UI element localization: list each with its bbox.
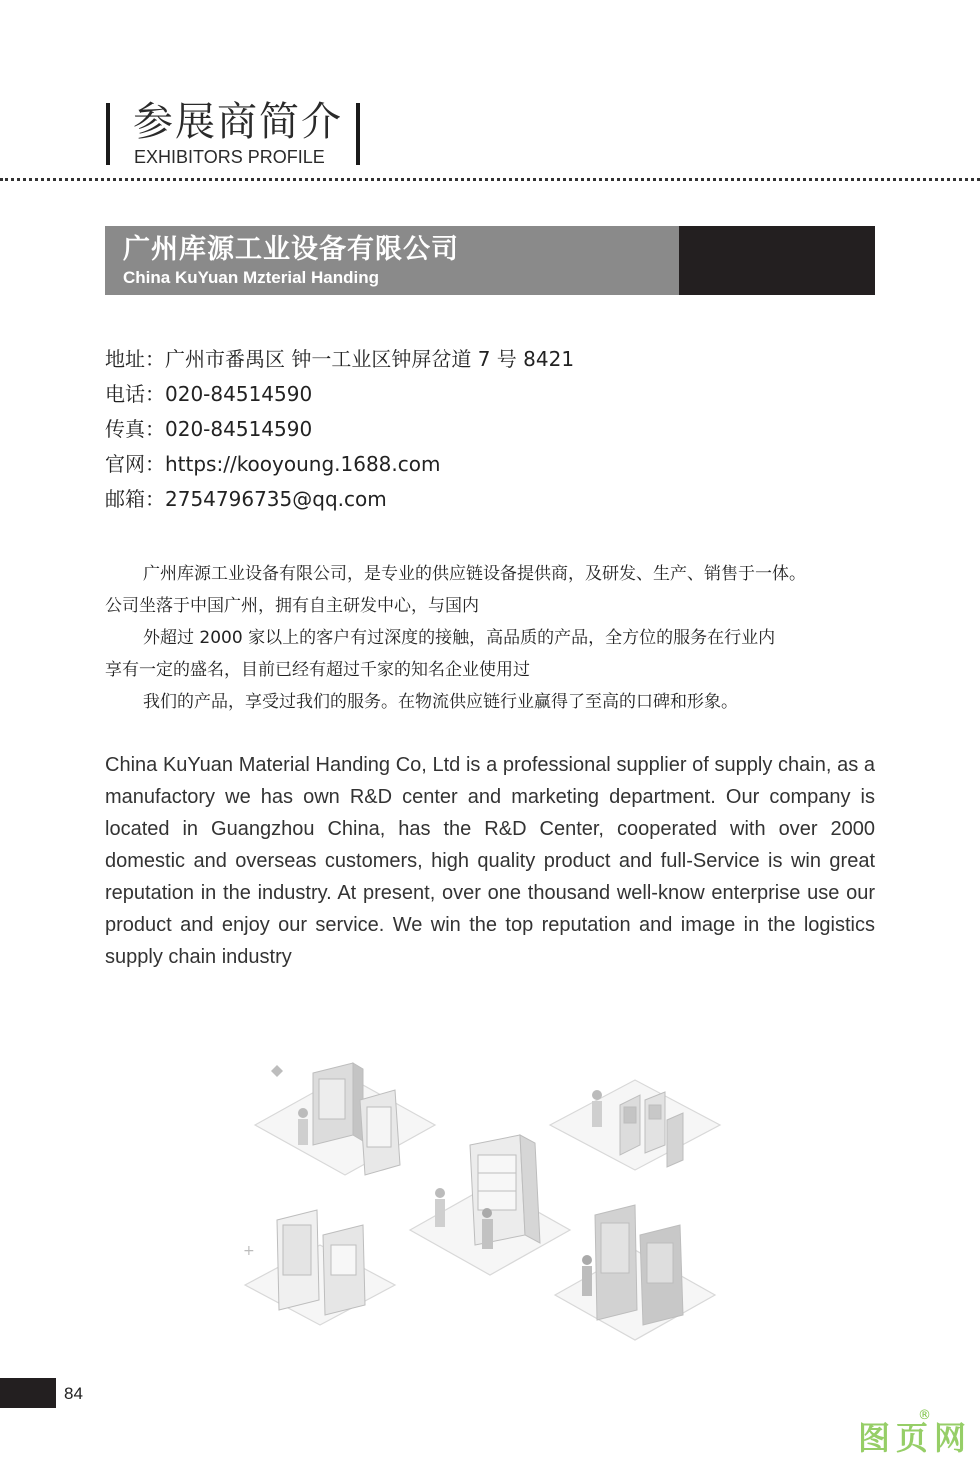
company-name-cn: 广州库源工业设备有限公司 (123, 234, 459, 265)
contact-website (105, 447, 574, 482)
page-title-en: EXHIBITORS PROFILE (134, 147, 325, 167)
company-name-en: China KuYuan Mzterial Handing (123, 268, 379, 287)
vending-machines-illustration (235, 1045, 735, 1360)
watermark-logo: 图页网 (858, 1419, 973, 1457)
description-cn-line: 享有一定的盛名，目前已经有超过千家的知名企业使用过 (105, 660, 530, 680)
vending-machine (470, 1135, 540, 1245)
contact-label: 电话： (105, 382, 165, 406)
contact-label: 传真： (105, 417, 165, 441)
title-right-bar (356, 103, 360, 165)
contact-value: 020-84514590 (165, 382, 313, 406)
person-figure (582, 1266, 592, 1296)
description-en: China KuYuan Material Handing Co, Ltd is a professional supplier of supply chain, as a manufactory we has own R&D center and marketing department. Our company is located in Guangzhou China, has the R&D Center, cooperated with over 2000 domestic and overseas customers, high quality product and full-Service is win great reputation in the industry. At present, over one thousand well-know enterprise use our product and enjoy our service. We win the top reputation and image in the logistics supply chain industry (105, 754, 875, 968)
contact-value: 2754796735@qq.com (165, 487, 387, 511)
contact-info (105, 342, 574, 517)
person-figure (435, 1188, 445, 1198)
contact-value: 广州市番禺区 钟一工业区钟屏岔道 7 号 8421 (165, 347, 575, 371)
description-cn (105, 558, 880, 718)
diamond-decoration (271, 1065, 283, 1077)
contact-label: 地址： (105, 347, 165, 371)
title-left-bar (106, 103, 110, 165)
page-number-block (0, 1378, 56, 1408)
person-figure (482, 1208, 492, 1218)
company-banner-dark-block (679, 226, 875, 295)
description-cn-line: 我们的产品，享受过我们的服务。在物流供应链行业赢得了至高的口碑和形象。 (143, 692, 738, 712)
page-number: 84 (64, 1384, 83, 1403)
description-cn-line: 公司坐落于中国广州，拥有自主研发中心，与国内 (105, 596, 479, 616)
contact-label: 邮箱： (105, 487, 165, 511)
person-figure (435, 1199, 445, 1227)
description-cn-line: 广州库源工业设备有限公司，是专业的供应链设备提供商，及研发、生产、销售于一体。 (143, 564, 806, 584)
person-figure (592, 1101, 602, 1127)
person-figure (298, 1108, 308, 1118)
floor-tile (245, 1245, 395, 1325)
contact-phone (105, 377, 574, 412)
person-figure (582, 1255, 592, 1265)
contact-fax (105, 412, 574, 447)
person-figure (592, 1090, 602, 1100)
person-figure (298, 1119, 308, 1145)
contact-value: 020-84514590 (165, 417, 313, 441)
contact-label: 官网： (105, 452, 165, 476)
contact-email (105, 482, 574, 517)
contact-value: https://kooyoung.1688.com (165, 452, 441, 476)
dotted-divider (0, 178, 980, 181)
registered-mark: ® (918, 1408, 931, 1423)
company-banner (105, 226, 875, 295)
plus-decoration: + (243, 1243, 255, 1259)
contact-address (105, 342, 574, 377)
person-figure (482, 1219, 493, 1249)
page-title-cn: 参展商简介 (133, 99, 343, 145)
description-cn-line: 外超过 2000 家以上的客户有过深度的接触，高品质的产品，全方位的服务在行业内 (143, 628, 776, 648)
